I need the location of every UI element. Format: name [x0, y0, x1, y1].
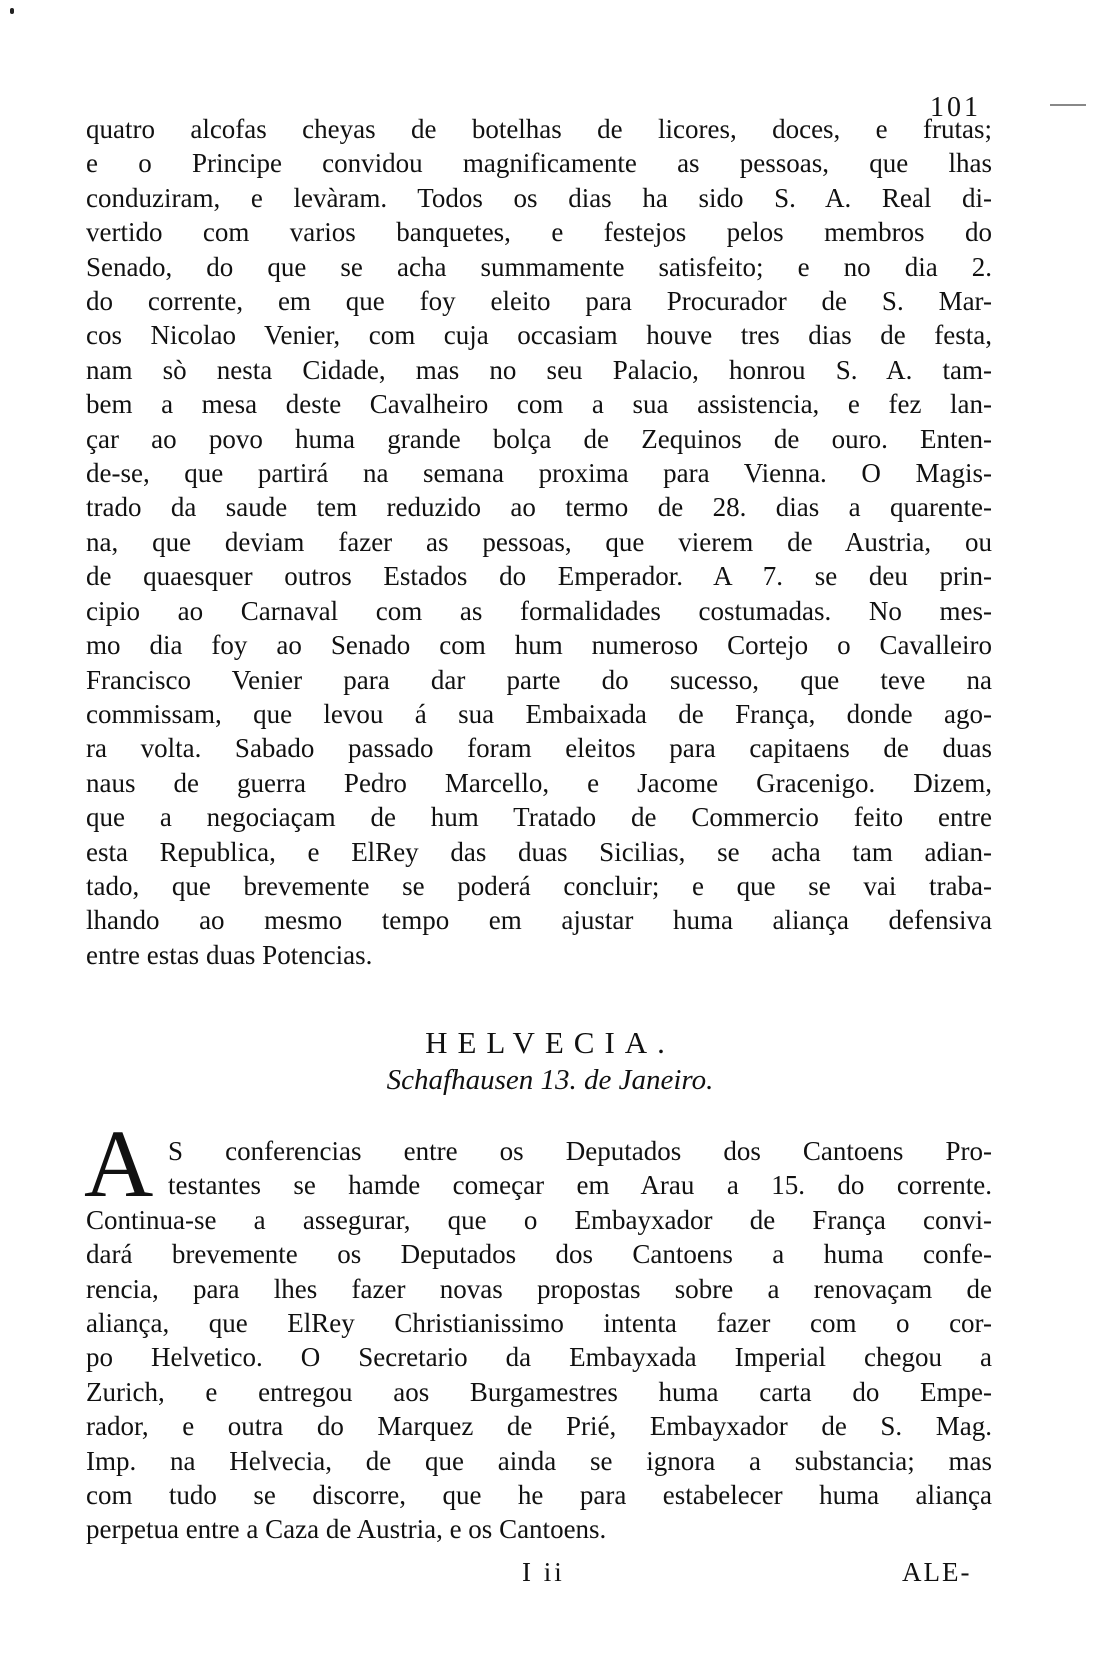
- section-title: HELVECIA.: [425, 1025, 675, 1060]
- printer-signature: I ii: [522, 1557, 565, 1587]
- text-line: de quaesquer outros Estados do Emperador. A 7. se deu prin-: [86, 561, 992, 592]
- text-line: naus de guerra Pedro Marcello, e Jacome Gracenigo. Dizem,: [86, 767, 992, 798]
- text-line: po Helvetico. O Secretario da Embayxada Imperial chegou a: [86, 1342, 992, 1373]
- text-line: esta Republica, e ElRey das duas Sicilias, se acha tam adian-: [86, 836, 992, 867]
- text-line: S conferencias entre os Deputados dos Cantoens Pro-: [168, 1136, 992, 1166]
- text-line: Senado, do que se acha summamente satisfeito; e no dia 2.: [86, 251, 992, 282]
- body-text-top: [86, 112, 992, 972]
- text-line: tado, que brevemente se poderá concluir; e que se vai traba-: [86, 870, 992, 901]
- text-line: rencia, para lhes fazer novas propostas sobre a renovaçam de: [86, 1273, 992, 1304]
- text-line: trado da saude tem reduzido ao termo de 28. dias a quarente-: [86, 492, 992, 523]
- text-line: Zurich, e entregou aos Burgamestres huma carta do Empe-: [86, 1376, 992, 1407]
- text-line: na, que deviam fazer as pessoas, que vierem de Austria, ou: [86, 526, 992, 557]
- text-line: bem a mesa deste Cavalheiro com a sua assistencia, e fez lan-: [86, 389, 992, 420]
- drop-cap: A: [84, 1110, 154, 1217]
- text-line: entre estas duas Potencias.: [86, 939, 373, 970]
- text-line: cipio ao Carnaval com as formalidades costumadas. No mes-: [86, 595, 992, 626]
- ink-line: [1050, 104, 1086, 106]
- text-line: Francisco Venier para dar parte do sucesso, que teve na: [86, 664, 992, 695]
- text-line: vertido com varios banquetes, e festejos pelos membros do: [86, 217, 992, 248]
- text-line: Imp. na Helvecia, de que ainda se ignora a substancia; mas: [86, 1445, 992, 1476]
- text-line: aliança, que ElRey Christianissimo intenta fazer com o cor-: [86, 1308, 992, 1339]
- text-line: dará brevemente os Deputados dos Cantoens a huma confe-: [86, 1239, 992, 1270]
- text-line: e o Principe convidou magnificamente as pessoas, que lhas: [86, 148, 992, 179]
- text-line: do corrente, em que foy eleito para Procurador de S. Mar-: [86, 286, 992, 317]
- text-line: quatro alcofas cheyas de botelhas de licores, doces, e frutas;: [86, 114, 992, 144]
- body-text-bottom: [86, 1134, 992, 1547]
- text-line: lhando ao mesmo tempo em ajustar huma aliança defensiva: [86, 905, 992, 936]
- text-line: de-se, que partirá na semana proxima para Vienna. O Magis-: [86, 458, 992, 489]
- text-line: testantes se hamde começar em Arau a 15. do corrente.: [168, 1170, 992, 1201]
- text-line: nam sò nesta Cidade, mas no seu Palacio, honrou S. A. tam-: [86, 354, 992, 385]
- ink-speck: [10, 8, 14, 14]
- text-line: perpetua entre a Caza de Austria, e os Cantoens.: [86, 1514, 607, 1545]
- catchword: ALE-: [902, 1557, 972, 1587]
- text-line: conduziram, e levàram. Todos os dias ha sido S. A. Real di-: [86, 182, 992, 213]
- text-line: rador, e outra do Marquez de Prié, Embayxador de S. Mag.: [86, 1411, 992, 1442]
- text-line: com tudo se discorre, que he para estabelecer huma aliança: [86, 1480, 992, 1511]
- text-line: commissam, que levou á sua Embaixada de França, donde ago-: [86, 698, 992, 729]
- section-subtitle: Schafhausen 13. de Janeiro.: [386, 1064, 714, 1096]
- text-line: que a negociaçam de hum Tratado de Commercio feito entre: [86, 802, 992, 833]
- text-line: mo dia foy ao Senado com hum numeroso Cortejo o Cavalleiro: [86, 630, 992, 661]
- text-line: çar ao povo huma grande bolça de Zequinos de ouro. Enten-: [86, 423, 992, 454]
- text-line: cos Nicolao Venier, com cuja occasiam houve tres dias de festa,: [86, 320, 992, 351]
- text-line: ra volta. Sabado passado foram eleitos para capitaens de duas: [86, 733, 992, 764]
- page-number: 101: [930, 92, 981, 123]
- text-line: Continua-se a assegurar, que o Embayxador de França convi-: [86, 1204, 992, 1235]
